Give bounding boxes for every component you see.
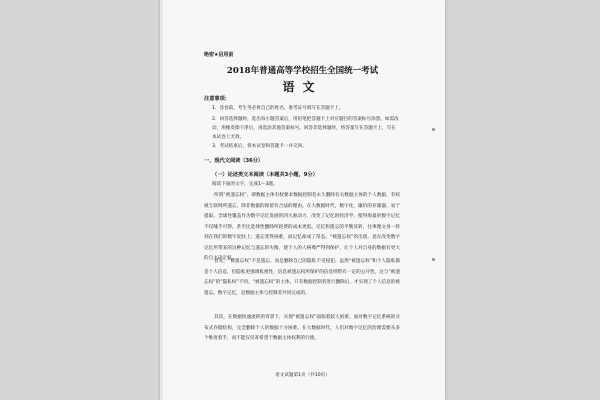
note-item: 3．考试结束后，将本试卷和答题卡一并交回。 [212,144,307,149]
section-heading: 一、现代文阅读（36分） [204,158,264,164]
notes-heading: 注意事项： [204,96,230,102]
subsection-heading: （一）论述类文本阅读（本题共3小题，9分） [212,172,318,178]
note-item: 2．回答选择题时，选出每小题答案后，用铅笔把答题卡上对应题目的答案标号涂黑。如需改动，用橡皮擦干净后，再选涂其他答案标号。回答非选择题时，将答案写在答题卡上，写在本试卷上无效。 [212,117,399,140]
exam-title: 2018年普通高等学校招生全国统一考试 [226,66,379,76]
exam-paper-page [160,0,445,400]
passage-paragraph: 首先，“被遗忘权”不是遗忘，而是删除自己的隐私不受侵犯。虽然“被遗忘权”和个人隐私都是个人信息，但隐私更强调私密性，信息被遗忘权所保护的信息则带有一定的公开性。这与“被遗忘权”的“隐私权”不同。“被遗忘权”的主体，只有数据控制者进行删除后，才实现了个人信息的被遗忘。数字记忆，是数据主体与控制者共同完成的。 [204,259,400,296]
note-item: 1．答卷前，考生务必将自己的姓名、准考证号填写在答题卡上。 [212,106,344,111]
passage-paragraph: 所谓“被遗忘权”，即数据主体有权要求数据控制者永久删除有关数据主体的个人数据，有权被互联网所遗忘，除非数据的保留有合法的理由。在大数据时代，数字化、廉价的存储器、易于提取、全球性覆盖作为数字记忆发展的四大驱动力，改变了记忆的经济学，使得海量的数字记忆不仅唾手可得，甚至比选择性删除所耗费的成本更低。记忆和遗忘的平衡反转，往事像文身一样刻在我们的数字皮肤上；遗忘变得困难，而记忆却成了常态。“被遗忘权”的出现，意在改变数字记忆所带来的这种记忆与遗忘的失衡，使个人的人格尊严得到保护，让个人对自身的数据有更大的自主决定权。 [204,193,400,261]
scan-mark [432,128,435,131]
page-footer: 语文试题第1页（共10页） [275,373,330,378]
passage-paragraph: 其次，在数据快速流转的背景下，实现“被遗忘权”面临着较大困难。面对数字记忆系统的分布式存储结构，完全删除个人的数据十分困难。在大数据时代，人们对数字记忆的治理需要从多个维度着手，而不能仅仅寄希望于数据主体权利的行使。 [204,315,400,341]
scan-mark [432,258,435,261]
reading-instruction: 阅读下面的文字，完成1～3题。 [212,182,278,187]
secret-label: 绝密★启用前 [204,52,234,58]
subject-title: 语文 [282,80,323,94]
